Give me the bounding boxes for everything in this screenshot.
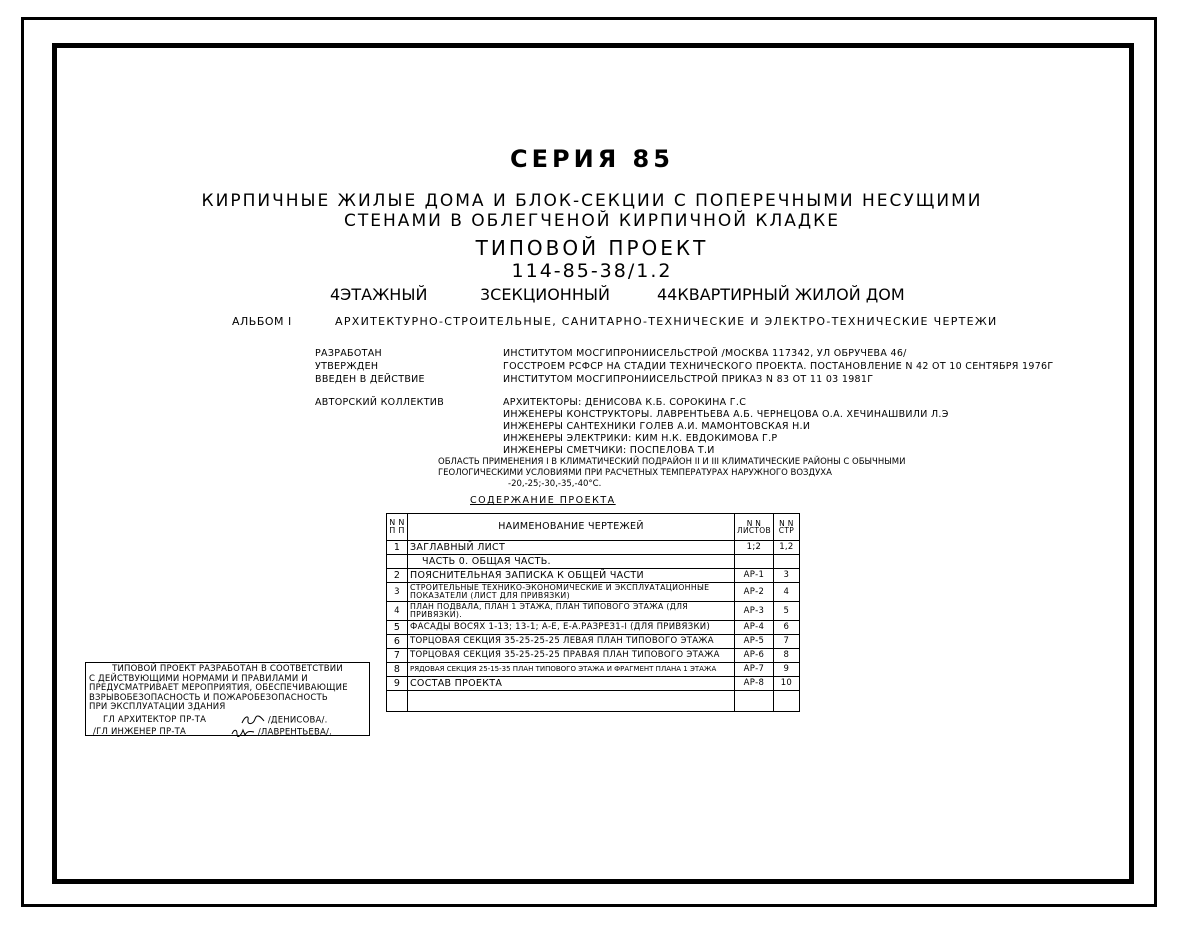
table-cell-sheet (735, 691, 774, 712)
table-cell-number: 2 (387, 569, 408, 583)
table-row (387, 635, 800, 649)
table-cell-page: 1,2 (773, 541, 799, 555)
table-row (387, 602, 800, 621)
series-title: СЕРИЯ 85 (510, 145, 674, 173)
header-cell-number: N N П П (387, 514, 408, 541)
table-row (387, 677, 800, 691)
table-cell-sheet: 1;2 (735, 541, 774, 555)
subtitle-line-1: КИРПИЧНЫЕ ЖИЛЫЕ ДОМА И БЛОК-СЕКЦИИ С ПОПЕРЕЧНЫМИ НЕСУЩИМИ (201, 191, 983, 211)
stamp-sign2-role: /ГЛ ИНЖЕНЕР ПР-ТА (93, 727, 186, 737)
table-cell-name: РЯДОВАЯ СЕКЦИЯ 25-15-35 ПЛАН ТИПОВОГО ЭТАЖА И ФРАГМЕНТ ПЛАНА 1 ЭТАЖА (408, 663, 735, 677)
table-cell-page: 7 (773, 635, 799, 649)
stamp-sign1-name: /ДЕНИСОВА/. (267, 715, 328, 725)
header-cell-sheets: N N ЛИСТОВ (735, 514, 774, 541)
table-cell-page: 6 (773, 621, 799, 635)
stamp-line: ПРЕДУСМАТРИВАЕТ МЕРОПРИЯТИЯ, ОБЕСПЕЧИВАЮЩИЕ (89, 683, 348, 693)
info-value-approved: ГОССТРОЕМ РСФСР НА СТАДИИ ТЕХНИЧЕСКОГО ПРОЕКТА. ПОСТАНОВЛЕНИЕ N 42 ОТ 10 СЕНТЯБРЯ 1976Г (503, 361, 1054, 372)
table-cell-page: 3 (773, 569, 799, 583)
table-cell-sheet (735, 555, 774, 569)
info-label-approved: УТВЕРЖДЕН (315, 361, 379, 372)
floors-label: 4ЭТАЖНЫЙ (330, 285, 428, 304)
application-area-line: ОБЛАСТЬ ПРИМЕНЕНИЯ I В КЛИМАТИЧЕСКИЙ ПОДРАЙОН II И III КЛИМАТИЧЕСКИЕ РАЙОНЫ С ОБЫЧНЫМИ (438, 457, 906, 467)
table-row (387, 555, 800, 569)
project-type: ТИПОВОЙ ПРОЕКТ (475, 236, 709, 260)
signature-icon (241, 714, 265, 726)
table-cell-number: 1 (387, 541, 408, 555)
stamp-sign1-role: ГЛ АРХИТЕКТОР ПР-ТА (103, 715, 207, 725)
table-cell-sheet: АР-3 (735, 602, 774, 621)
table-cell-name: ЗАГЛАВНЫЙ ЛИСТ (408, 541, 735, 555)
table-row (387, 649, 800, 663)
table-cell-sheet: АР-5 (735, 635, 774, 649)
table-cell-page: 4 (773, 583, 799, 602)
table-row (387, 663, 800, 677)
album-label: АЛЬБОМ I (232, 315, 292, 328)
table-cell-sheet: АР-8 (735, 677, 774, 691)
table-row (387, 621, 800, 635)
table-cell-name: ТОРЦОВАЯ СЕКЦИЯ 35-25-25-25 ПРАВАЯ ПЛАН ТИПОВОГО ЭТАЖА (408, 649, 735, 663)
author-line: ИНЖЕНЕРЫ САНТЕХНИКИ ГОЛЕВ А.И. МАМОНТОВСКАЯ Н.И (503, 421, 811, 432)
table-header-row (387, 514, 800, 541)
sections-label: 3СЕКЦИОННЫЙ (480, 285, 610, 304)
table-cell-number: 6 (387, 635, 408, 649)
table-cell-sheet: АР-2 (735, 583, 774, 602)
table-cell-number (387, 691, 408, 712)
stamp-line: ПРИ ЭКСПЛУАТАЦИИ ЗДАНИЯ (89, 702, 226, 712)
header-cell-name: НАИМЕНОВАНИЕ ЧЕРТЕЖЕЙ (408, 514, 735, 541)
table-cell-page (773, 555, 799, 569)
table-cell-page: 10 (773, 677, 799, 691)
author-line: ИНЖЕНЕРЫ СМЕТЧИКИ: ПОСПЕЛОВА Т.И (503, 445, 715, 456)
subtitle-line-2: СТЕНАМИ В ОБЛЕГЧЕНОЙ КИРПИЧНОЙ КЛАДКЕ (344, 211, 840, 231)
project-number: 114-85-38/1.2 (511, 260, 673, 282)
info-value-enacted: ИНСТИТУТОМ МОСГИПРОНИИСЕЛЬСТРОЙ ПРИКАЗ N 83 ОТ 11 03 1981Г (503, 374, 874, 385)
table-cell-number: 3 (387, 583, 408, 602)
table-cell-number: 7 (387, 649, 408, 663)
stamp-line: ВЗРЫВОБЕЗОПАСНОСТЬ И ПОЖАРОБЕЗОПАСНОСТЬ (89, 692, 328, 703)
stamp-sign2-name: /ЛАВРЕНТЬЕВА/. (257, 727, 333, 737)
stamp-line: С ДЕЙСТВУЮЩИМИ НОРМАМИ И ПРАВИЛАМИ И (89, 673, 308, 684)
table-cell-page: 5 (773, 602, 799, 621)
table-row (387, 691, 800, 712)
info-value-developed: ИНСТИТУТОМ МОСГИПРОНИИСЕЛЬСТРОЙ /МОСКВА 117342, УЛ ОБРУЧЕВА 46/ (503, 348, 907, 359)
author-line: ИНЖЕНЕРЫ ЭЛЕКТРИКИ: КИМ Н.К. ЕВДОКИМОВА Г.Р (503, 433, 778, 444)
table-row (387, 583, 800, 602)
contents-table (386, 513, 800, 712)
table-cell-name: ТОРЦОВАЯ СЕКЦИЯ 35-25-25-25 ЛЕВАЯ ПЛАН ТИПОВОГО ЭТАЖА (408, 635, 735, 649)
table-cell-name: ПОЯСНИТЕЛЬНАЯ ЗАПИСКА К ОБЩЕЙ ЧАСТИ (408, 569, 735, 583)
apartments-label: 44КВАРТИРНЫЙ ЖИЛОЙ ДОМ (657, 285, 905, 304)
author-line: АРХИТЕКТОРЫ: ДЕНИСОВА К.Б. СОРОКИНА Г.С (503, 397, 747, 408)
table-cell-number: 5 (387, 621, 408, 635)
table-cell-name: ПЛАН ПОДВАЛА, ПЛАН 1 ЭТАЖА, ПЛАН ТИПОВОГО ЭТАЖА (ДЛЯ ПРИВЯЗКИ). (408, 602, 735, 621)
application-area-line: ГЕОЛОГИЧЕСКИМИ УСЛОВИЯМИ ПРИ РАСЧЕТНЫХ ТЕМПЕРАТУРАХ НАРУЖНОГО ВОЗДУХА (438, 468, 832, 478)
table-row (387, 541, 800, 555)
compliance-stamp (85, 662, 370, 736)
authors-label: АВТОРСКИЙ КОЛЛЕКТИВ (315, 397, 445, 408)
contents-title: СОДЕРЖАНИЕ ПРОЕКТА (470, 495, 616, 506)
table-row (387, 569, 800, 583)
info-label-enacted: ВВЕДЕН В ДЕЙСТВИЕ (315, 374, 425, 385)
table-cell-name (408, 691, 735, 712)
header-cell-pages: N N СТР (773, 514, 799, 541)
table-cell-sheet: АР-7 (735, 663, 774, 677)
table-cell-sheet: АР-1 (735, 569, 774, 583)
table-cell-name: СОСТАВ ПРОЕКТА (408, 677, 735, 691)
info-label-developed: РАЗРАБОТАН (315, 348, 382, 359)
table-cell-number: 8 (387, 663, 408, 677)
table-cell-name: СТРОИТЕЛЬНЫЕ ТЕХНИКО-ЭКОНОМИЧЕСКИЕ И ЭКСПЛУАТАЦИОННЫЕ ПОКАЗАТЕЛИ (ЛИСТ ДЛЯ ПРИВЯЗКИ) (408, 583, 735, 602)
stamp-line: ТИПОВОЙ ПРОЕКТ РАЗРАБОТАН В СООТВЕТСТВИИ (112, 664, 343, 674)
table-cell-number (387, 555, 408, 569)
table-cell-number: 9 (387, 677, 408, 691)
table-cell-page: 9 (773, 663, 799, 677)
signature-icon (231, 726, 255, 738)
table-cell-sheet: АР-4 (735, 621, 774, 635)
album-description: АРХИТЕКТУРНО-СТРОИТЕЛЬНЫЕ, САНИТАРНО-ТЕХНИЧЕСКИЕ И ЭЛЕКТРО-ТЕХНИЧЕСКИЕ ЧЕРТЕЖИ (335, 315, 998, 328)
table-cell-page: 8 (773, 649, 799, 663)
table-cell-name: ЧАСТЬ 0. ОБЩАЯ ЧАСТЬ. (408, 555, 735, 569)
author-line: ИНЖЕНЕРЫ КОНСТРУКТОРЫ. ЛАВРЕНТЬЕВА А.Б. ЧЕРНЕЦОВА О.А. ХЕЧИНАШВИЛИ Л.Э (503, 409, 949, 420)
table-cell-sheet: АР-6 (735, 649, 774, 663)
table-cell-number: 4 (387, 602, 408, 621)
table-cell-name: ФАСАДЫ ВОСЯХ 1-13; 13-1; А-Е, Е-А.РАЗРЕЗ1-I (ДЛЯ ПРИВЯЗКИ) (408, 621, 735, 635)
application-area-line: -20,-25;-30,-35,-40°С. (508, 479, 602, 489)
table-cell-page (773, 691, 799, 712)
